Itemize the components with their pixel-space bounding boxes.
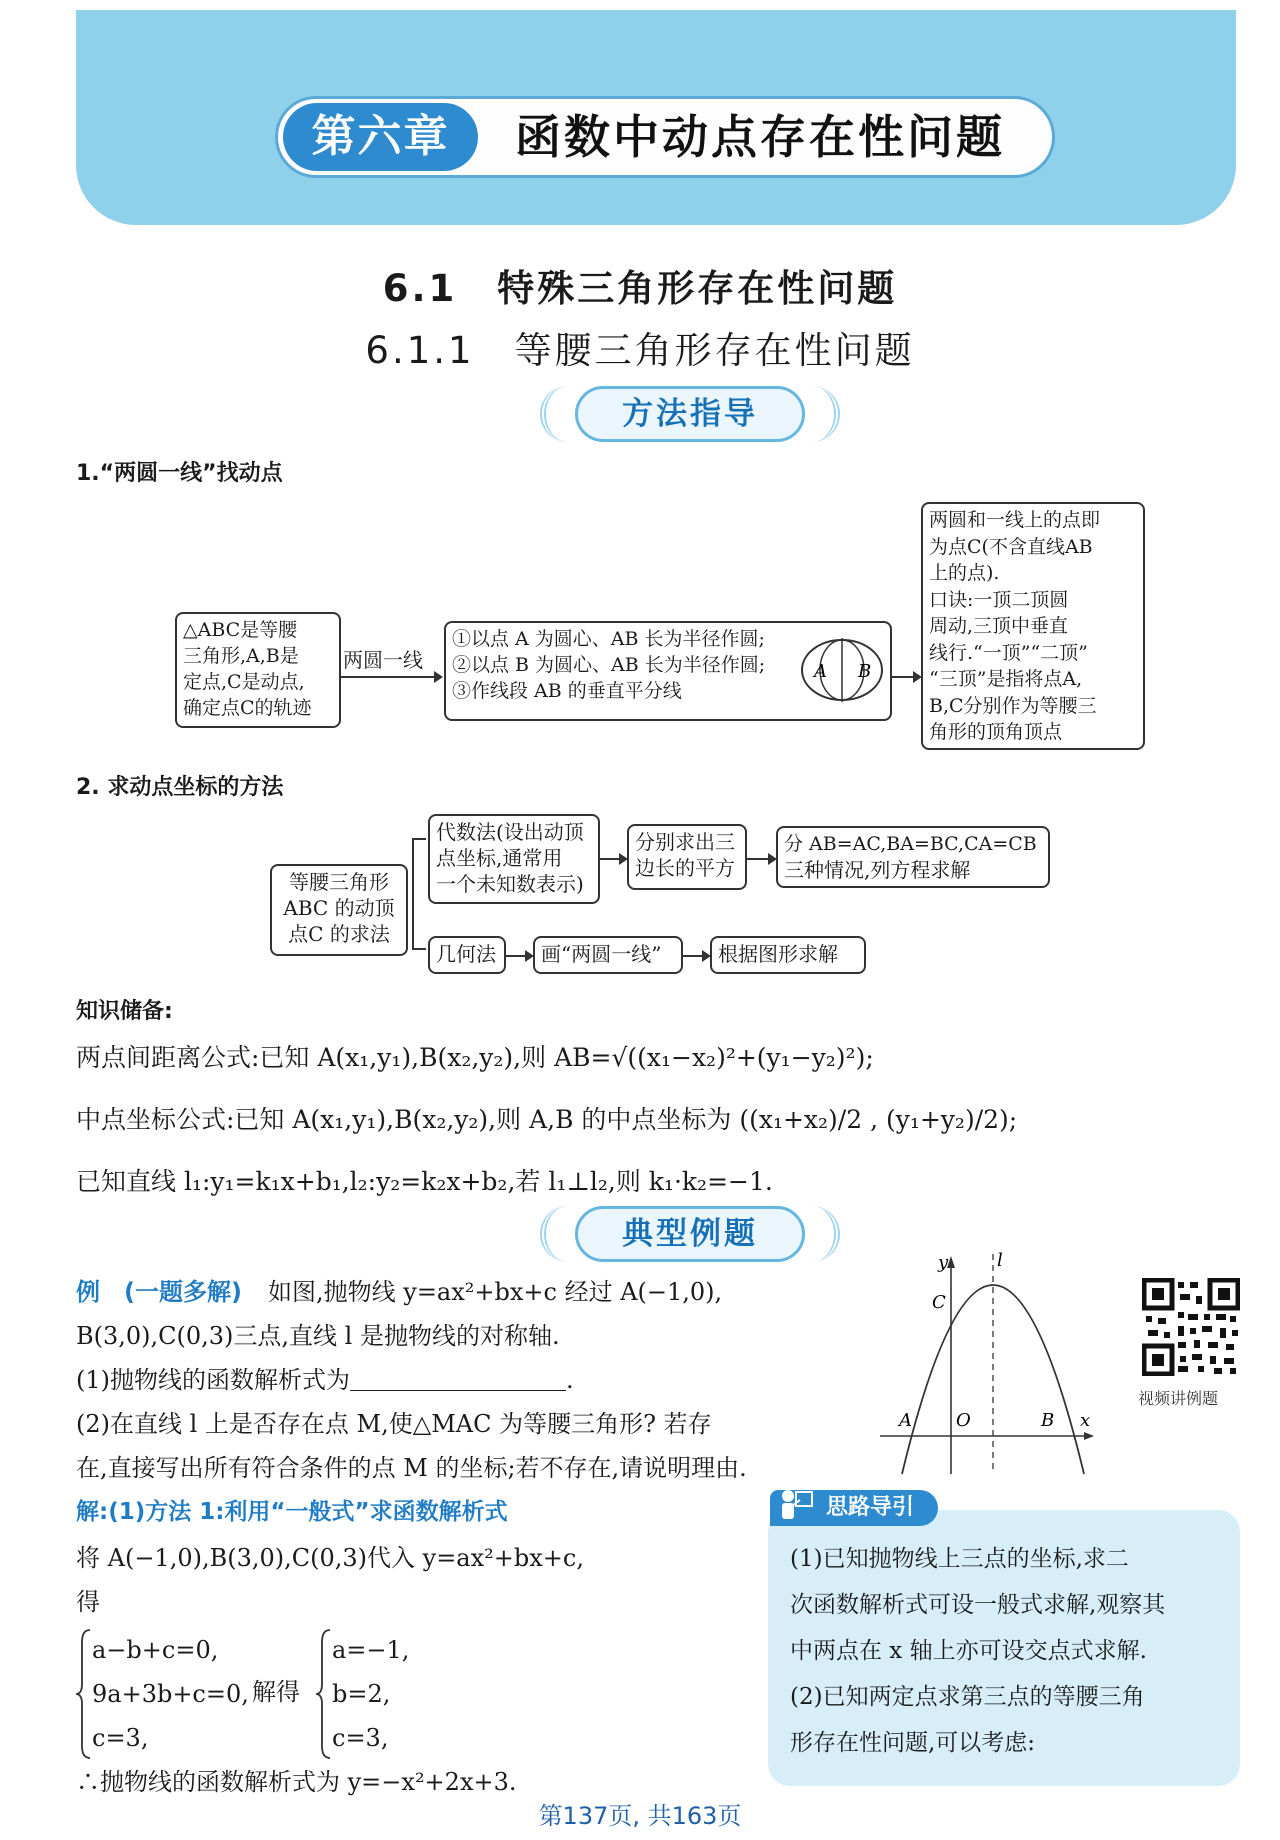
perpendicular-rule: 已知直线 l₁:y₁=k₁x+b₁,l₂:y₂=k₂x+b₂,若 l₁⊥l₂,则 k₁·k₂=−1. [76, 1167, 773, 1196]
part1-heading: 1.“两圆一线”找动点 [76, 461, 283, 486]
example-question-2: (2)在直线 l 上是否存在点 M,使△MAC 为等腰三角形? 若存 [76, 1410, 712, 1438]
knowledge-heading: 知识储备: [76, 999, 173, 1024]
equation-system: a−b+c=0, 9a+3b+c=0, c=3, [92, 1636, 249, 1752]
example-question-2-cont: 在,直接写出所有符合条件的点 M 的坐标;若不存在,请说明理由. [76, 1454, 747, 1482]
solution-line: 得 [76, 1588, 100, 1616]
subsection-title: 6.1.1 等腰三角形存在性问题 [365, 329, 915, 372]
axis-label-l: l [997, 1250, 1003, 1271]
axis-label-y: y [938, 1252, 949, 1273]
qr-code[interactable] [1142, 1278, 1240, 1376]
hint-tab-label: 思路导引 [826, 1495, 915, 1520]
section-title: 6.1 特殊三角形存在性问题 [382, 267, 898, 310]
point-label-b: B [1041, 1410, 1055, 1431]
midpoint-formula: 中点坐标公式:已知 A(x₁,y₁),B(x₂,y₂),则 A,B 的中点坐标为 ((x₁+x₂)/2 , (y₁+y₂)/2); [76, 1105, 1018, 1134]
solution-line: 将 A(−1,0),B(3,0),C(0,3)代入 y=ax²+bx+c, [76, 1544, 584, 1572]
arrow [683, 955, 709, 957]
arrow [892, 676, 920, 678]
brace-left [76, 1628, 92, 1760]
flow-box-condition: △ABC是等腰 三角形,A,B是 定点,C是动点, 确定点C的轨迹 [175, 612, 341, 728]
example-question-1: (1)抛物线的函数解析式为＿＿＿＿＿＿＿＿＿. [76, 1366, 574, 1394]
method-guide-tag: 方法指导 [575, 386, 805, 442]
flow-box-draw: 画“两圆一线” [533, 936, 683, 974]
flow-box-squares: 分别求出三 边长的平方 [627, 824, 747, 890]
distance-formula: 两点间距离公式:已知 A(x₁,y₁),B(x₂,y₂),则 AB=√((x₁−x₂)²+(y₁−y₂)²); [76, 1043, 874, 1072]
arrow [341, 676, 441, 678]
flow-box-solve: 根据图形求解 [710, 936, 866, 974]
diagram-label-a: A [814, 661, 827, 682]
chapter-label: 第六章 [283, 103, 478, 171]
point-label-c: C [932, 1292, 946, 1313]
bracket-line [412, 838, 414, 948]
example-label: 例 (一题多解) [76, 1278, 242, 1306]
conclusion: ∴抛物线的函数解析式为 y=−x²+2x+3. [76, 1768, 517, 1796]
qr-caption: 视频讲例题 [1138, 1389, 1219, 1408]
typical-example-tag: 典型例题 [575, 1206, 805, 1262]
flow-box-geometry: 几何法 [428, 936, 506, 974]
page-footer: 第137页, 共163页 [538, 1802, 742, 1830]
flow-box-result: 两圆和一线上的点即 为点C(不含直线AB 上的点). 口诀:一顶二顶圆 周动,三顶中垂直 线行.“一顶”“二顶” “三顶”是指将点A, B,C分别作为等腰三 角形的顶角顶点 [921, 502, 1145, 750]
flow-box-steps: ①以点 A 为圆心、AB 长为半径作圆; ②以点 B 为圆心、AB 长为半径作圆; ③作线段 AB 的垂直平分线 [444, 621, 892, 721]
arrow [747, 858, 775, 860]
flow-box-algebra: 代数法(设出动顶 点坐标,通常用 一个未知数表示) [428, 814, 600, 904]
connector-label: 两圆一线 [343, 648, 423, 672]
example-line: 如图,抛物线 y=ax²+bx+c 经过 A(−1,0), [268, 1278, 723, 1306]
solution-label: 解:(1)方法 1:利用“一般式”求函数解析式 [76, 1499, 508, 1525]
origin-label: O [956, 1410, 971, 1431]
bracket-line [412, 838, 426, 840]
diagram-label-b: B [858, 661, 872, 682]
example-line: B(3,0),C(0,3)三点,直线 l 是抛物线的对称轴. [76, 1322, 560, 1350]
flow-box-cases: 分 AB=AC,BA=BC,CA=CB 三种情况,列方程求解 [776, 826, 1050, 888]
parabola-graph [876, 1246, 1116, 1478]
brace-right [316, 1628, 332, 1760]
solve-label: 解得 [252, 1678, 300, 1706]
axis-label-x: x [1080, 1410, 1091, 1431]
part2-heading: 2. 求动点坐标的方法 [76, 775, 284, 800]
point-label-a: A [899, 1410, 912, 1431]
solution-values: a=−1, b=2, c=3, [332, 1636, 410, 1752]
two-circle-diagram [796, 636, 888, 704]
chapter-title: 函数中动点存在性问题 [515, 110, 1005, 164]
hint-text: (1)已知抛物线上三点的坐标,求二 次函数解析式可设一般式求解,观察其 中两点在 x 轴上亦可设交点式求解. (2)已知两定点求第三点的等腰三角 形存在性问题,可以考虑: [790, 1546, 1166, 1756]
arrow [506, 955, 532, 957]
arrow [600, 858, 626, 860]
bracket-line [412, 948, 426, 950]
flow-box-root: 等腰三角形 ABC 的动顶 点C 的求法 [270, 864, 408, 956]
teacher-icon [776, 1486, 816, 1526]
